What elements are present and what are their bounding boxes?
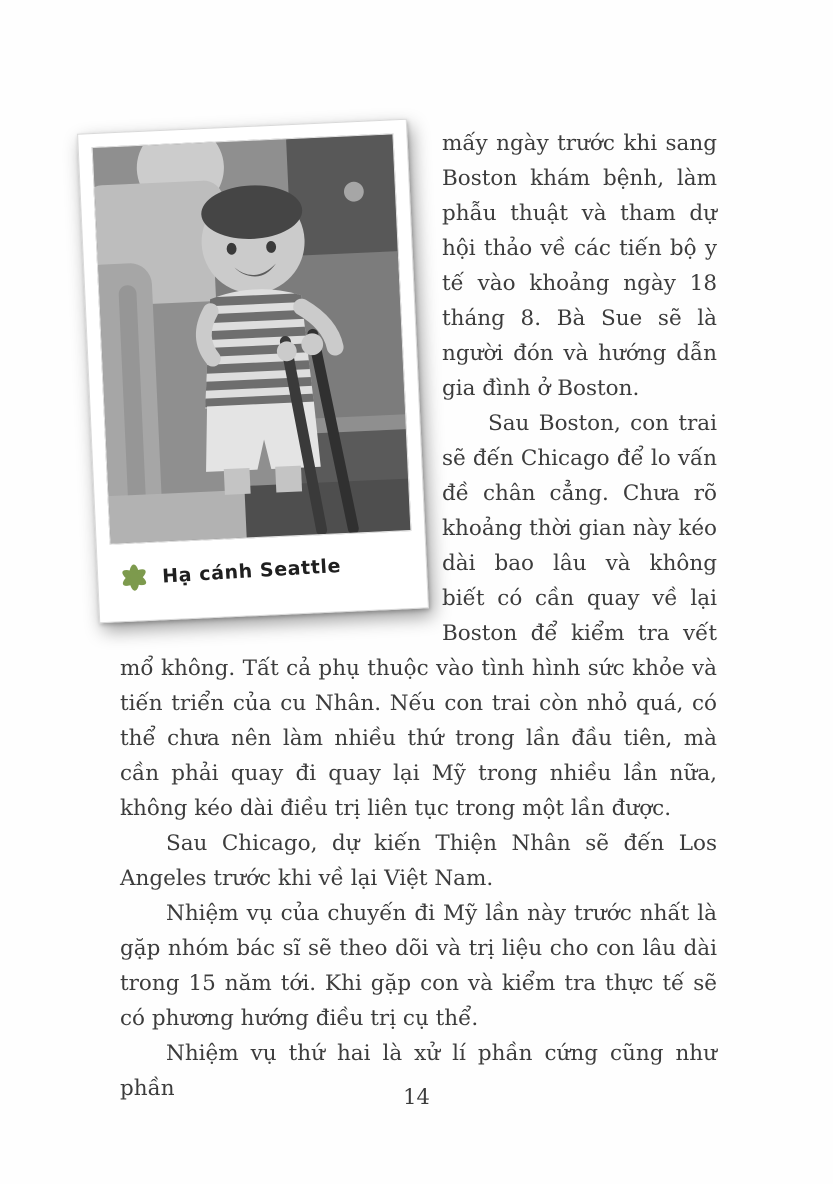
paragraph-sau-boston: Sau Boston, con trai sẽ đến Chicago để lo vấn đề chân cẳng. Chưa rõ khoảng thời gian này kéo dài bao lâu và không biết có cần quay về lại Boston để kiểm tra vết mổ không. Tất cả phụ thuộc vào tình hình sức khỏe và tiến triển của cu Nhân. Nếu con trai còn nhỏ quá, có thể chưa nên làm nhiều thứ trong lần đầu tiên, mà cần phải quay đi quay lại Mỹ trong nhiều lần nữa, không kéo dài điều trị liên tục trong một lần được.: [120, 411, 717, 821]
paragraph-nhiem-vu-2: Nhiệm vụ thứ hai là xử lí phần cứng cũng như phần: [120, 1041, 717, 1101]
paragraph-nhiem-vu-1: Nhiệm vụ của chuyến đi Mỹ lần này trước nhất là gặp nhóm bác sĩ sẽ theo dõi và trị liệu cho con lâu dài trong 15 năm tới. Khi gặp con và kiểm tra thực tế sẽ có phương hướng điều trị cụ thể.: [120, 901, 717, 1031]
page-number: 14: [403, 1085, 430, 1109]
child-photo-illustration: [93, 134, 411, 543]
page-content: [120, 126, 717, 1106]
child-photo: [92, 133, 412, 544]
photo-polaroid: [77, 119, 429, 623]
paragraph-sau-chicago: Sau Chicago, dự kiến Thiện Nhân sẽ đến Los Angeles trước khi về lại Việt Nam.: [120, 831, 717, 891]
flower-asterisk-icon: [119, 561, 150, 592]
paragraph-continuation: mấy ngày trước khi sang Boston khám bệnh, làm phẫu thuật và tham dự hội thảo về các tiến bộ y tế vào khoảng ngày 18 tháng 8. Bà Sue sẽ là người đón và hướng dẫn gia đình ở Boston.: [442, 131, 717, 401]
photo-caption: Hạ cánh Seattle: [161, 554, 342, 588]
